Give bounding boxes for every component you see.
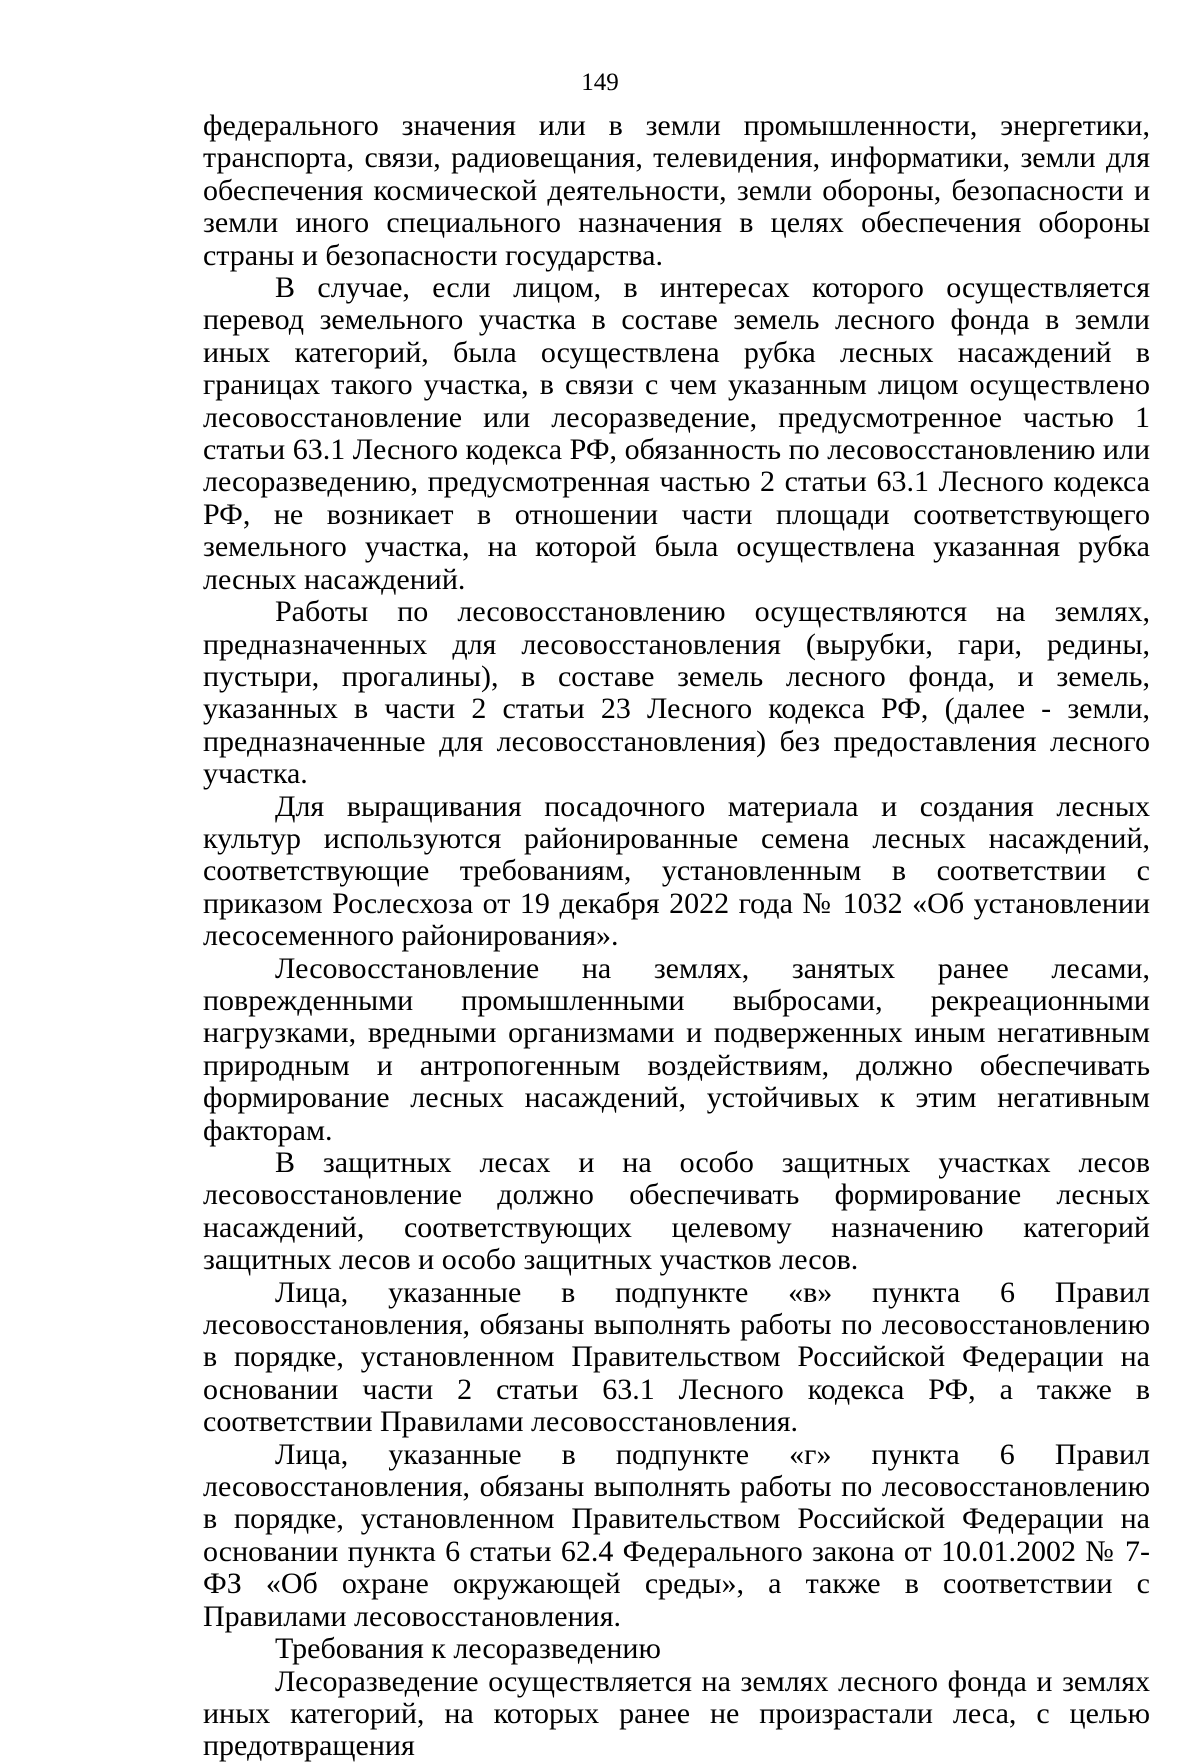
paragraph: В случае, если лицом, в интересах которого осуществляется перевод земельного участка в составе земель лесного фонда в земли иных категорий, была осуществлена рубка лесных насаждений в границах такого участка, в связи с чем указанным лицом осуществлено лесовосстановление или лесоразведение, предусмотренное частью 1 статьи 63.1 Лесного кодекса РФ, обязанность по лесовосстановлению или лесоразведению, предусмотренная частью 2 статьи 63.1 Лесного кодекса РФ, не возникает в отношении части площади соответствующего земельного участка, на которой была осуществлена указанная рубка лесных насаждений. [203, 271, 1150, 596]
paragraph: Для выращивания посадочного материала и создания лесных культур используются районированные семена лесных насаждений, соответствующие требованиям, установленным в соответствии с приказом Рослесхоза от 19 декабря 2022 года № 1032 «Об установлении лесосеменного районирования». [203, 789, 1150, 953]
paragraph: В защитных лесах и на особо защитных участках лесов лесовосстановление должно обеспечивать формирование лесных насаждений, соответствующих целевому назначению категорий защитных лесов и особо защитных участков лесов. [203, 1146, 1150, 1277]
paragraph: Лица, указанные в подпункте «г» пункта 6 Правил лесовосстановления, обязаны выполнять работы по лесовосстановлению в порядке, установленном Правительством Российской Федерации на основании пункта 6 статьи 62.4 Федерального закона от 10.01.2002 № 7-ФЗ «Об охране окружающей среды», а также в соответствии с Правилами лесовосстановления. [203, 1437, 1150, 1633]
paragraph: Лесоразведение осуществляется на землях лесного фонда и землях иных категорий, на которых ранее не произрастали леса, с целью предотвращения [203, 1664, 1150, 1763]
document-body [203, 110, 1150, 1763]
section-heading: Требования к лесоразведению [275, 1632, 661, 1666]
paragraph-continuation: федерального значения или в земли промышленности, энергетики, транспорта, связи, радиовещания, телевидения, информатики, земли для обеспечения космической деятельности, земли обороны, безопасности и земли иного специального назначения в целях обеспечения обороны страны и безопасности государства. [203, 109, 1150, 272]
paragraph: Лесовосстановление на землях, занятых ранее лесами, поврежденными промышленными выбросами, рекреационными нагрузками, вредными организмами и подверженных иным негативным природным и антропогенным воздействиям, должно обеспечивать формирование лесных насаждений, устойчивых к этим негативным факторам. [203, 951, 1150, 1147]
paragraph: Лица, указанные в подпункте «в» пункта 6 Правил лесовосстановления, обязаны выполнять работы по лесовосстановлению в порядке, установленном Правительством Российской Федерации на основании части 2 статьи 63.1 Лесного кодекса РФ, а также в соответствии Правилами лесовосстановления. [203, 1275, 1150, 1439]
paragraph: Работы по лесовосстановлению осуществляются на землях, предназначенных для лесовосстановления (вырубки, гари, редины, пустыри, прогалины), в составе земель лесного фонда, и земель, указанных в части 2 статьи 23 Лесного кодекса РФ, (далее - земли, предназначенные для лесовосстановления) без предоставления лесного участка. [203, 595, 1150, 791]
page-number: 149 [581, 69, 619, 96]
